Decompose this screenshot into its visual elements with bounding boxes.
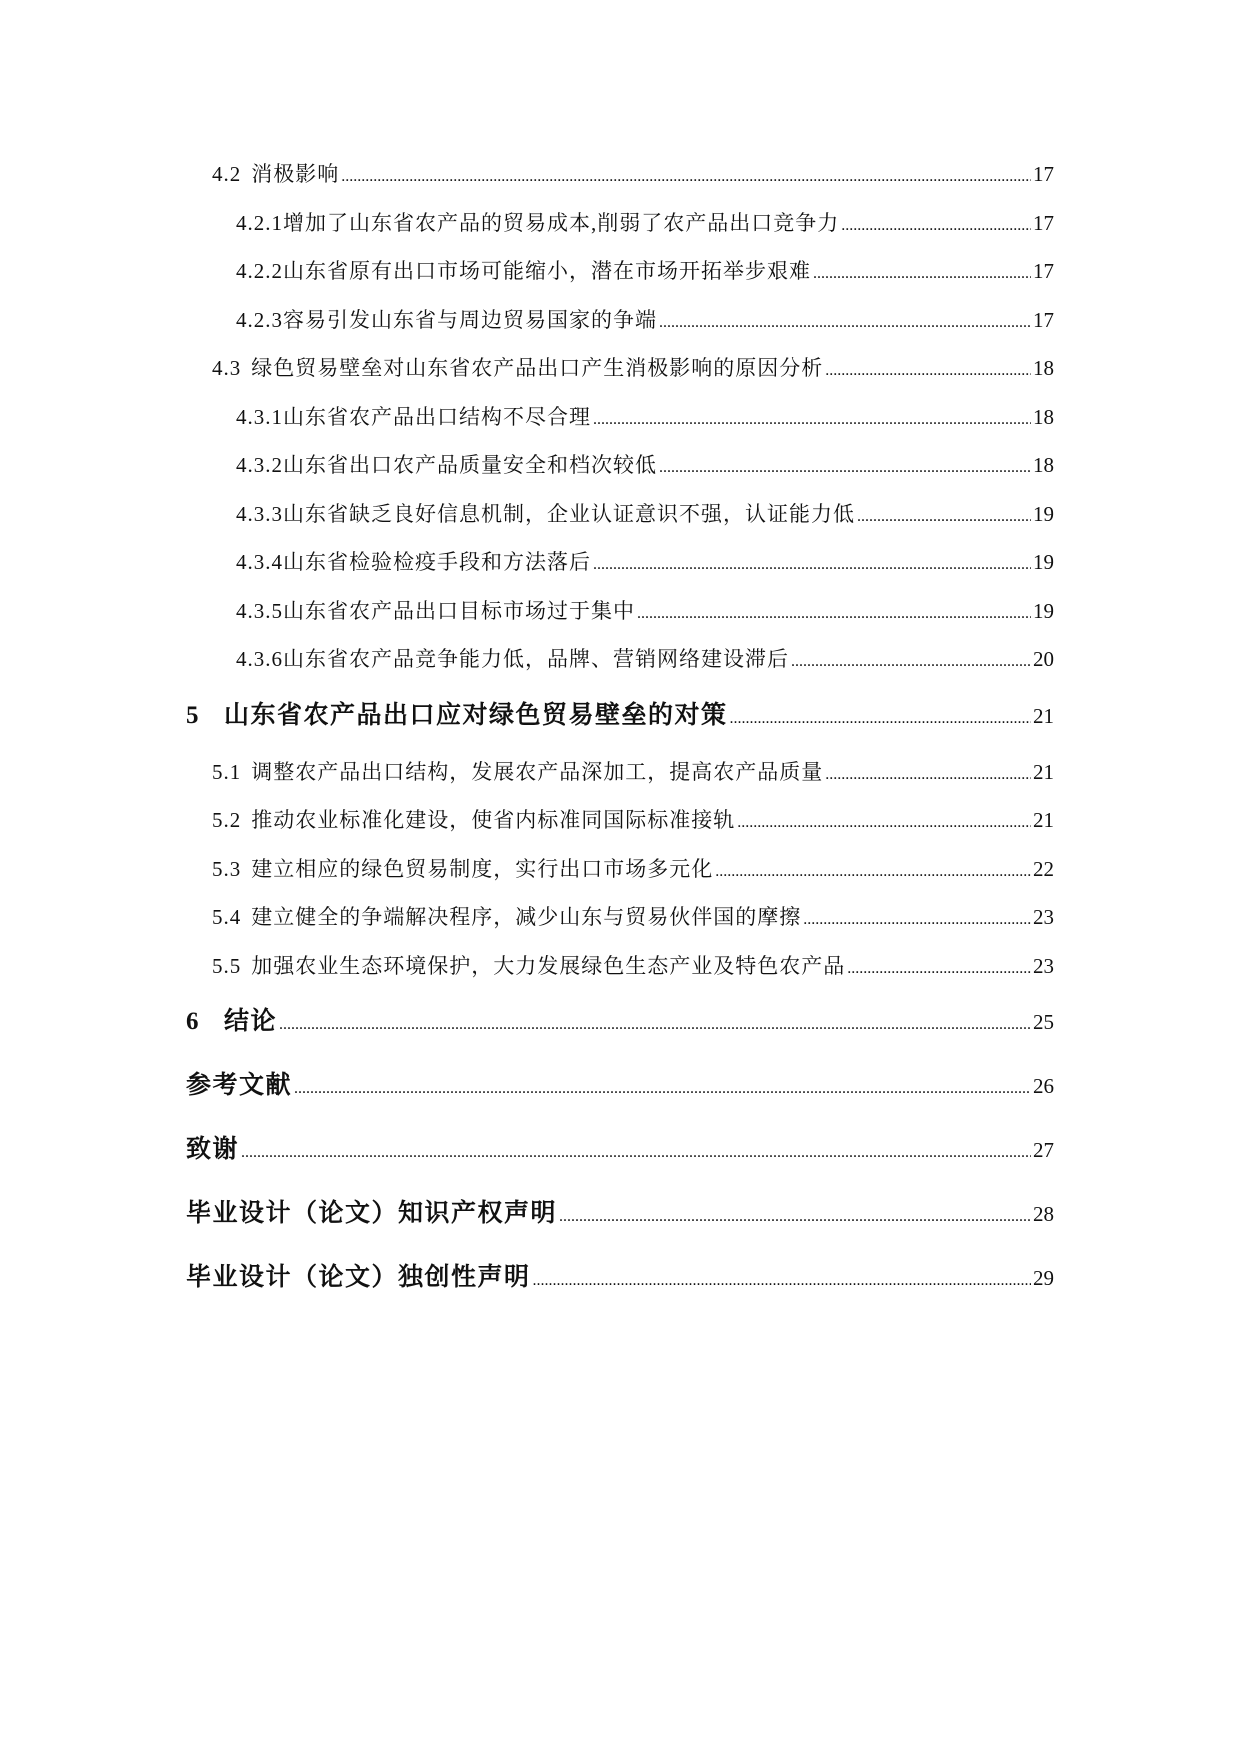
toc-entry-title [236,393,591,442]
dot-leader [791,638,1031,687]
toc-entry-text: 结论 [224,1008,278,1035]
dot-leader [593,396,1031,445]
toc-entry-4-2-3[interactable] [186,296,1054,345]
table-of-contents [186,150,1054,1310]
toc-entry-4-2-1[interactable] [186,199,1054,248]
toc-entry-5-1[interactable] [186,748,1054,797]
toc-entry-4-3-3[interactable] [186,490,1054,539]
toc-entry-page: 28 [1033,1202,1054,1226]
toc-entry-number: 5 [186,701,200,729]
toc-entry-number: 5.1 [212,759,242,784]
toc-entry-4-2[interactable] [186,150,1054,199]
toc-entry-page: 18 [1033,404,1054,429]
toc-entry-page: 17 [1033,259,1054,283]
toc-entry-page: 19 [1033,550,1054,574]
toc-entry-page: 21 [1033,808,1054,832]
toc-entry-number: 6 [186,1008,200,1035]
toc-entry-title [212,893,801,942]
toc-entry-number: 4.2.3 [236,307,283,332]
toc-entry-4-2-2[interactable] [186,247,1054,296]
toc-entry-page: 29 [1033,1266,1054,1290]
dot-leader [825,347,1031,396]
toc-entry-title: 毕业设计（论文）独创性声明 [186,1264,531,1291]
toc-entry-text: 山东省检验检疫手段和方法落后 [283,550,591,574]
toc-entry-chapter-6[interactable] [186,990,1054,1054]
toc-entry-page: 17 [1033,307,1054,332]
toc-entry-text: 山东省缺乏良好信息机制，企业认证意识不强，认证能力低 [283,501,855,526]
toc-entry-title: 参考文献 [186,1072,293,1099]
toc-entry-page: 18 [1033,356,1054,380]
dot-leader [803,896,1031,945]
toc-entry-page: 19 [1033,598,1054,623]
toc-entry-text: 建立相应的绿色贸易制度，实行出口市场多元化 [251,856,714,881]
toc-entry-4-3-5[interactable] [186,587,1054,636]
dot-leader [715,848,1031,897]
toc-entry-4-3-4[interactable] [186,538,1054,587]
toc-entry-references[interactable] [186,1054,1054,1118]
toc-entry-number: 4.3.2 [236,453,283,477]
toc-entry-5-2[interactable] [186,796,1054,845]
toc-entry-5-3[interactable] [186,845,1054,894]
toc-entry-title [236,587,635,636]
toc-entry-5-4[interactable] [186,893,1054,942]
toc-entry-title [212,845,713,894]
toc-entry-text: 推动农业标准化建设，使省内标准同国际标准接轨 [251,808,736,832]
toc-entry-4-3-2[interactable] [186,441,1054,490]
toc-entry-page: 26 [1033,1074,1054,1098]
toc-entry-title [212,344,823,393]
toc-entry-page: 18 [1033,453,1054,477]
toc-entry-page: 27 [1033,1138,1054,1162]
toc-entry-title [212,796,735,845]
toc-entry-originality-statement[interactable] [186,1246,1054,1310]
toc-entry-title [236,538,591,587]
dot-leader [241,1121,1031,1185]
toc-entry-number: 4.3.5 [236,598,283,623]
toc-entry-number: 5.2 [212,808,242,832]
toc-entry-text: 山东省出口农产品质量安全和档次较低 [283,453,657,477]
toc-entry-page: 21 [1033,703,1054,728]
toc-entry-chapter-5[interactable] [186,684,1054,748]
toc-entry-4-3-1[interactable] [186,393,1054,442]
toc-entry-text: 山东省农产品出口应对绿色贸易壁垒的对策 [224,701,728,729]
toc-entry-number: 4.3.4 [236,550,283,574]
toc-entry-text: 增加了山东省农产品的贸易成本,削弱了农产品出口竞争力 [283,210,840,235]
toc-entry-page: 25 [1033,1010,1054,1034]
dot-leader [857,493,1031,542]
dot-leader [294,1057,1031,1121]
dot-leader [593,541,1031,590]
dot-leader [659,299,1031,348]
toc-entry-text: 山东省农产品出口目标市场过于集中 [283,598,635,623]
toc-entry-text: 山东省原有出口市场可能缩小，潜在市场开拓举步艰难 [283,259,811,283]
toc-entry-page: 19 [1033,501,1054,526]
dot-leader [637,590,1031,639]
toc-entry-title [186,990,277,1054]
toc-entry-text: 容易引发山东省与周边贸易国家的争端 [283,307,657,332]
toc-entry-page: 22 [1033,856,1054,881]
toc-entry-title [212,150,339,199]
dot-leader [825,751,1031,800]
dot-leader [341,153,1031,202]
toc-entry-number: 4.3.1 [236,404,283,429]
toc-entry-page: 23 [1033,953,1054,978]
toc-entry-page: 20 [1033,647,1054,671]
toc-entry-title [236,490,855,539]
toc-entry-page: 17 [1033,210,1054,235]
toc-entry-text: 调整农产品出口结构，发展农产品深加工，提高农产品质量 [251,759,824,784]
toc-entry-4-3-6[interactable] [186,635,1054,684]
toc-entry-text: 消极影响 [251,162,340,186]
toc-entry-title: 毕业设计（论文）知识产权声明 [186,1200,558,1227]
toc-entry-title [236,441,657,490]
dot-leader [559,1185,1031,1249]
dot-leader [730,687,1031,751]
toc-entry-acknowledgements[interactable] [186,1118,1054,1182]
toc-entry-number: 5.3 [212,856,242,881]
toc-entry-4-3[interactable] [186,344,1054,393]
dot-leader [813,250,1031,299]
toc-entry-title: 致谢 [186,1136,240,1163]
toc-entry-title [236,296,657,345]
toc-entry-title [236,635,789,684]
toc-entry-number: 4.3.6 [236,647,283,671]
dot-leader [659,444,1031,493]
toc-entry-text: 绿色贸易壁垒对山东省农产品出口产生消极影响的原因分析 [251,356,824,380]
dot-leader [847,945,1031,994]
toc-entry-ip-statement[interactable] [186,1182,1054,1246]
toc-entry-number: 5.4 [212,905,242,929]
toc-entry-page: 21 [1033,759,1054,784]
toc-entry-number: 4.2.2 [236,259,283,283]
toc-entry-page: 17 [1033,162,1054,186]
toc-entry-number: 5.5 [212,953,242,978]
toc-entry-text: 山东省农产品出口结构不尽合理 [283,404,591,429]
toc-entry-number: 4.3 [212,356,242,380]
toc-entry-5-5[interactable] [186,942,1054,991]
toc-entry-page: 23 [1033,905,1054,929]
toc-entry-title [212,942,845,991]
toc-entry-title [236,199,839,248]
toc-entry-number: 4.3.3 [236,501,283,526]
dot-leader [841,202,1031,251]
toc-entry-title [212,748,823,797]
dot-leader [737,799,1031,848]
dot-leader [533,1249,1031,1313]
toc-entry-number: 4.2 [212,162,242,186]
toc-entry-number: 4.2.1 [236,210,283,235]
toc-entry-title [236,247,811,296]
toc-entry-title [186,684,728,748]
toc-entry-text: 加强农业生态环境保护，大力发展绿色生态产业及特色农产品 [251,953,846,978]
toc-entry-text: 建立健全的争端解决程序，减少山东与贸易伙伴国的摩擦 [251,905,802,929]
dot-leader [279,993,1031,1057]
toc-entry-text: 山东省农产品竞争能力低，品牌、营销网络建设滞后 [283,647,789,671]
